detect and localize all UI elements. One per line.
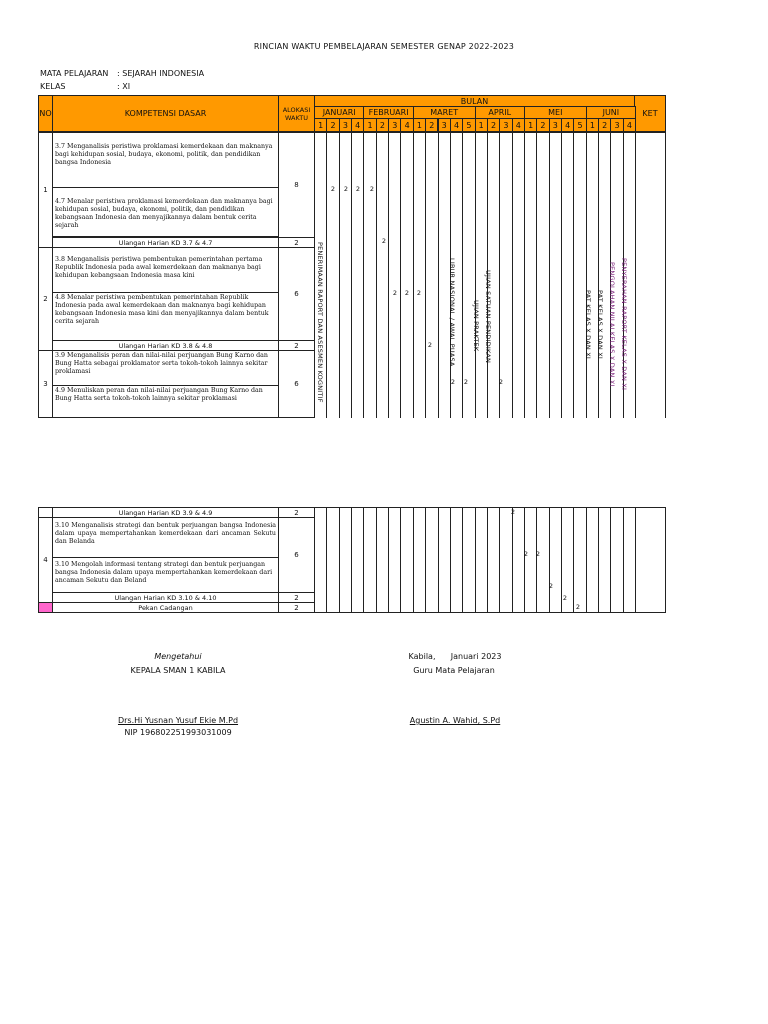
row2-kd-a: 3.8 Menganalisis peristiwa pembentukan pemerintahan pertama Republik Indonesia pada awal kemerdekaan dan maknanya bagi kehidupan kebangsaan Indonesia masa kini [52, 247, 279, 293]
grid-line [610, 507, 611, 613]
grid-line [549, 507, 550, 613]
mapel-label: MATA PELAJARAN [40, 69, 109, 78]
grid-line [339, 132, 340, 418]
grid-line [561, 132, 562, 418]
week-number: 2 [326, 118, 339, 132]
cell-value: 2 [369, 185, 375, 193]
row4-kd-b: 3.10 Mengolah informasi tentang strategi dan bentuk perjuangan bangsa Indonesia dalam upaya mempertahankan kemerdekaan dari ancaman Sekutu dan Beland [52, 557, 279, 593]
cell-value: 2 [343, 185, 349, 193]
grid-line [351, 507, 352, 613]
month-februari: FEBRUARI [363, 106, 413, 119]
row3-uh: Ulangan Harian KD 3.9 & 4.9 [52, 507, 279, 518]
row3-uh-alokasi: 2 [278, 507, 315, 518]
grid-line [413, 132, 414, 418]
row3-alokasi: 6 [278, 350, 315, 418]
cell-value: 2 [463, 378, 469, 386]
grid-line [512, 507, 513, 613]
row2-kd-b: 4.8 Menalar peristiwa pembentukan pemerintahan Republik Indonesia pada awal kemerdekaan dan maknanya bagi kehidupan kebangsaan Indonesia masa kini dan menyajikannya dalam bentuk cerita sejarah [52, 292, 279, 341]
cell-value: 2 [510, 508, 516, 516]
row2-alokasi: 6 [278, 247, 315, 341]
grid-line [536, 132, 537, 418]
week-number: 4 [450, 118, 463, 132]
cell-value: 2 [330, 185, 336, 193]
pekan-alokasi: 2 [278, 602, 315, 613]
sig-left-jabatan: KEPALA SMAN 1 KABILA [130, 666, 226, 675]
week-number: 1 [413, 118, 426, 132]
grid-line [438, 132, 439, 418]
grid-line [388, 507, 389, 613]
cell-value: 2 [562, 594, 568, 602]
note-penyerahan-raport: PENYERAHAN RAPORT KELAS X DAN XI [620, 258, 628, 391]
week-number: 2 [425, 118, 438, 132]
grid-line [314, 132, 666, 133]
grid-line [438, 507, 439, 613]
row1-no: 1 [38, 132, 53, 248]
grid-line [462, 507, 463, 613]
cell-value: 2 [404, 289, 410, 297]
page-title: RINCIAN WAKTU PEMBELAJARAN SEMESTER GENAP 2022-2023 [253, 42, 515, 51]
week-number: 3 [438, 118, 451, 132]
row2-uh-alokasi: 2 [278, 340, 315, 351]
note-pat-1: PAT KELAS X DAN XI [584, 290, 592, 360]
cell-value: 2 [523, 550, 529, 558]
week-number: 4 [623, 118, 636, 132]
note-pengolahan-nilai: PENGOLAHAN NILAI KELAS X DAN XI [608, 262, 616, 387]
grid-line [499, 507, 500, 613]
week-number: 3 [388, 118, 401, 132]
row2-no: 2 [38, 247, 53, 351]
header-alokasi: ALOKASI WAKTU [278, 95, 315, 132]
grid-line [499, 132, 500, 418]
grid-line [339, 507, 340, 613]
grid-line [635, 132, 636, 418]
grid-line [549, 132, 550, 418]
week-number: 4 [512, 118, 525, 132]
grid-line [475, 507, 476, 613]
week-number: 1 [586, 118, 599, 132]
grid-line [524, 132, 525, 418]
row1-kd-b: 4.7 Menalar peristiwa proklamasi kemerdekaan dan maknanya bagi kehidupan sosial, budaya, ekonomi, politik, dan pendidikan kebangsaan Indonesia dan menyajikannya dalam bentuk cerita sejarah [52, 187, 279, 237]
cell-value: 2 [355, 185, 361, 193]
week-number: 3 [610, 118, 623, 132]
grid-line [586, 132, 587, 418]
week-number: 3 [499, 118, 512, 132]
week-number: 3 [339, 118, 352, 132]
grid-line [314, 507, 666, 508]
grid-line [665, 507, 666, 613]
grid-line [598, 132, 599, 418]
grid-line [376, 132, 377, 418]
note-ujian-satuan: UJIAN SATUAN PENDIDIKAN [484, 270, 492, 364]
month-juni: JUNI [586, 106, 636, 119]
grid-line [665, 132, 666, 418]
grid-line [326, 507, 327, 613]
sig-right-jabatan: Guru Mata Pelajaran [413, 666, 495, 675]
month-mei: MEI [524, 106, 587, 119]
grid-line [413, 507, 414, 613]
grid-line [326, 132, 327, 418]
week-number: 1 [363, 118, 376, 132]
header-ket: KET [634, 95, 666, 132]
cell-value: 2 [535, 550, 541, 558]
note-libur-nasional: LIBUR NASIONAL / AWAL PUASA [448, 258, 456, 367]
row4-no: 4 [38, 517, 53, 603]
row4-uh: Ulangan Harian KD 3.10 & 4.10 [52, 592, 279, 603]
cell-value: 2 [575, 603, 581, 611]
grid-line [425, 132, 426, 418]
grid-line [475, 132, 476, 418]
grid-line [363, 507, 364, 613]
week-number: 2 [487, 118, 500, 132]
grid-line [425, 507, 426, 613]
row4-kd-a: 3.10 Menganalisis strategi dan bentuk perjuangan bangsa Indonesia dalam upaya mempertahankan kemerdekaan dari ancaman Sekutu dan Belanda [52, 517, 279, 558]
row1-kd-a: 3.7 Menganalisis peristiwa proklamasi kemerdekaan dan maknanya bagi kehidupan sosial, budaya, ekonomi, politik, dan pendidikan bangsa Indonesia [52, 132, 279, 188]
grid-line [623, 507, 624, 613]
sig-right-place-date: Kabila, Januari 2023 [408, 652, 502, 661]
cell-value: 2 [498, 378, 504, 386]
month-maret: MARET [413, 106, 476, 119]
row1-alokasi: 8 [278, 132, 315, 238]
week-number: 2 [376, 118, 389, 132]
week-number: 4 [561, 118, 574, 132]
week-number: 2 [536, 118, 549, 132]
grid-line [376, 507, 377, 613]
month-januari: JANUARI [314, 106, 364, 119]
grid-line [573, 132, 574, 418]
row1-uh: Ulangan Harian KD 3.7 & 4.7 [52, 237, 279, 248]
grid-line [388, 132, 389, 418]
grid-line [586, 507, 587, 613]
row3-kd-b: 4.9 Menuliskan peran dan nilai-nilai perjuangan Bung Karno dan Bung Hatta serta tokoh-tokoh lainnya sekitar proklamasi [52, 385, 279, 418]
grid-line [363, 132, 364, 418]
week-number: 4 [351, 118, 364, 132]
grid-line [400, 132, 401, 418]
grid-line [573, 507, 574, 613]
week-number: 3 [549, 118, 562, 132]
week-number: 4 [400, 118, 413, 132]
week-number: 5 [573, 118, 586, 132]
note-penerimaan-raport: PENERIMAAN RAPORT DAN ASESMEN KOGNITIF [316, 242, 324, 403]
note-pat-2: PAT KELAS X DAN XI [596, 290, 604, 360]
week-number: 1 [524, 118, 537, 132]
grid-line [351, 132, 352, 418]
note-ujian-praktek: UJIAN PRAKTEK [472, 300, 480, 352]
row4-alokasi: 6 [278, 517, 315, 593]
grid-line [598, 507, 599, 613]
sig-left-name: Drs.Hi Yusnan Yusuf Ekie M.Pd [117, 716, 239, 725]
grid-line [450, 507, 451, 613]
week-number: 5 [462, 118, 475, 132]
cell-value: 2 [548, 582, 554, 590]
row2-uh: Ulangan Harian KD 3.8 & 4.8 [52, 340, 279, 351]
header-kd: KOMPETENSI DASAR [52, 95, 279, 132]
sig-left-mengetahui: Mengetahui [154, 652, 202, 661]
mapel-value: : SEJARAH INDONESIA [117, 69, 205, 78]
cell-value: 2 [427, 341, 433, 349]
week-number: 2 [598, 118, 611, 132]
month-april: APRIL [475, 106, 525, 119]
cell-value: 2 [392, 289, 398, 297]
grid-line [524, 507, 525, 613]
pekan-marker [38, 602, 53, 613]
row1-uh-alokasi: 2 [278, 237, 315, 248]
grid-line [314, 612, 666, 613]
week-number: 1 [314, 118, 327, 132]
sig-left-nip: NIP 196802251993031009 [124, 728, 232, 737]
row3-no: 3 [38, 350, 53, 418]
grid-line [635, 507, 636, 613]
header-no: NO [38, 95, 53, 132]
row3-kd-a: 3.9 Menganalisis peran dan nilai-nilai perjuangan Bung Karno dan Bung Hatta sebagai proklamator serta tokoh-tokoh lainnya sekitar proklamasi [52, 350, 279, 386]
grid-line [512, 132, 513, 418]
week-number: 1 [475, 118, 488, 132]
cell-value: 2 [381, 237, 387, 245]
grid-line [536, 507, 537, 613]
cell-value: 2 [416, 289, 422, 297]
grid-line [462, 132, 463, 418]
grid-line [400, 507, 401, 613]
kelas-label: KELAS [40, 82, 66, 91]
kelas-value: : XI [117, 82, 131, 91]
grid-line [487, 507, 488, 613]
pekan-label: Pekan Cadangan [52, 602, 279, 613]
cell-value: 2 [450, 378, 456, 386]
row4-uh-alokasi: 2 [278, 592, 315, 603]
sig-right-name: Agustin A. Wahid, S.Pd [409, 716, 501, 725]
header-bulan: BULAN [314, 95, 635, 107]
